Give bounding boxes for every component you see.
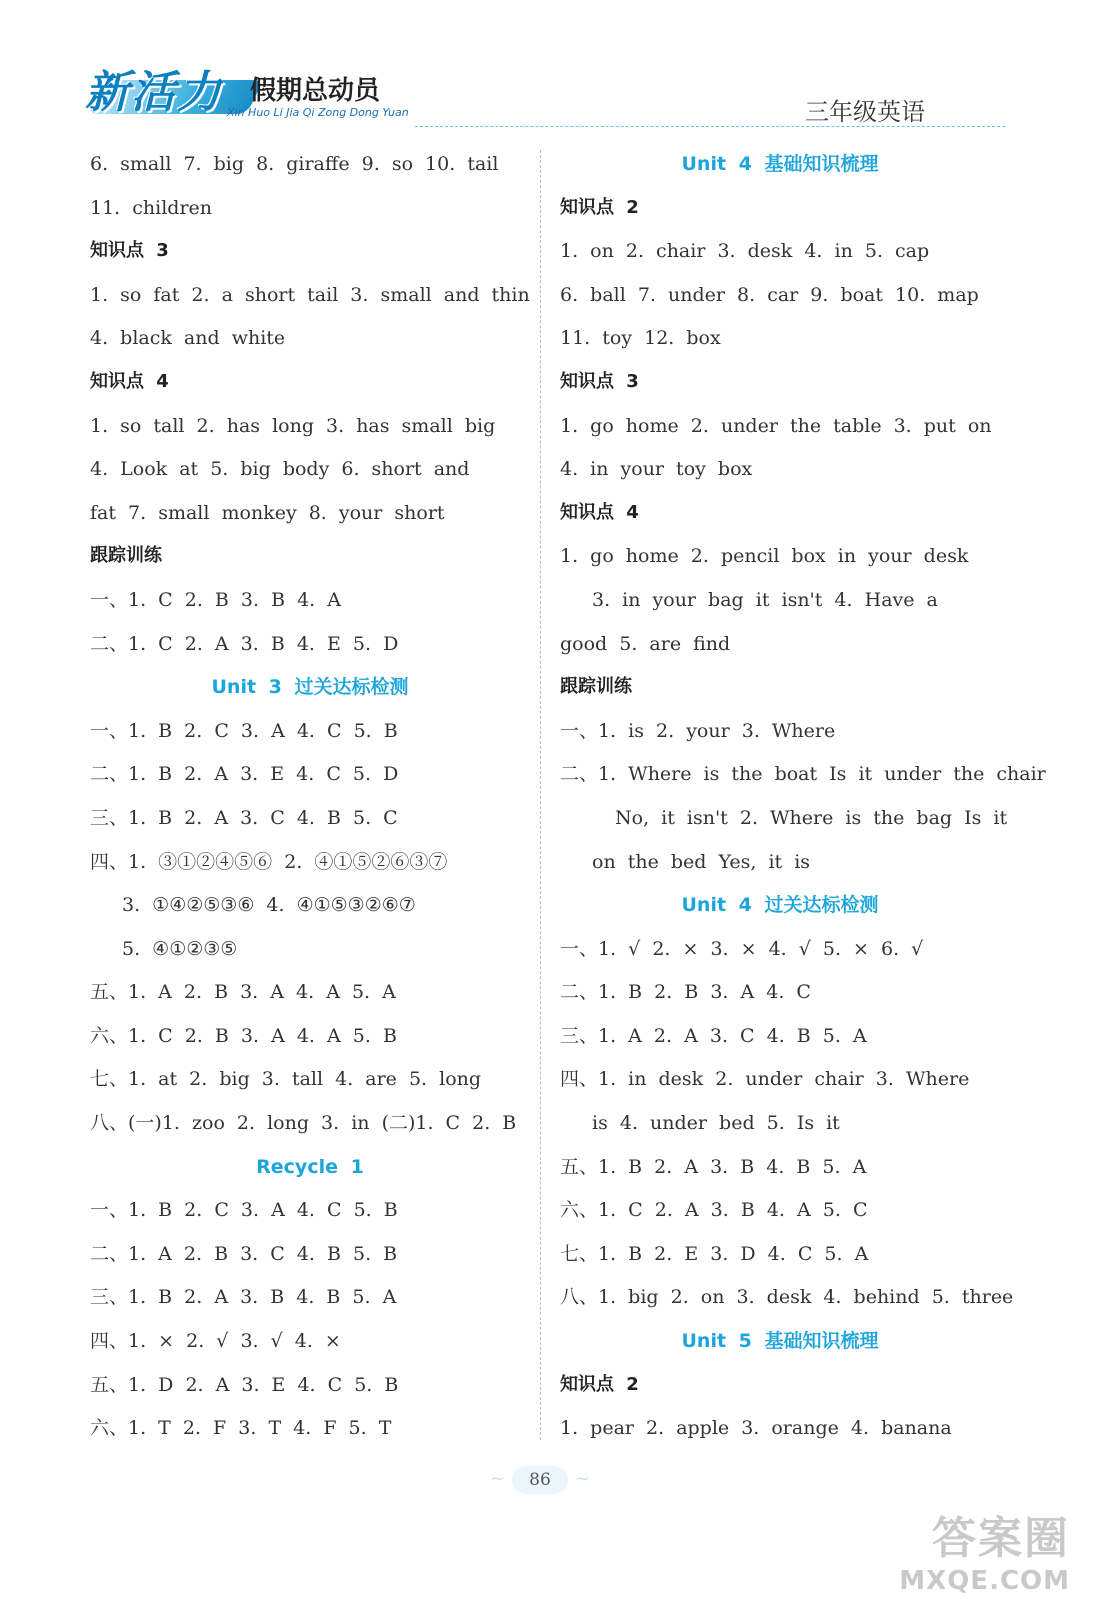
answer-line: 二、1. C 2. A 3. B 4. E 5. D xyxy=(90,632,399,655)
answer-line: 二、1. B 2. B 3. A 4. C xyxy=(560,981,811,1004)
grade-subject-label: 三年级英语 xyxy=(805,98,925,126)
section-title: Unit 3 过关达标检测 xyxy=(211,676,409,699)
answer-line: 七、1. B 2. E 3. D 4. C 5. A xyxy=(560,1242,869,1265)
answer-line: 6. small 7. big 8. giraffe 9. so 10. tail xyxy=(90,153,499,175)
site-watermark xyxy=(890,1502,1070,1596)
answer-line: 4. black and white xyxy=(90,327,286,350)
answer-line: 一、1. C 2. B 3. B 4. A xyxy=(90,588,341,611)
answer-line: 4. Look at 5. big body 6. short and xyxy=(90,458,470,481)
answer-line: 四、1. ③①②④⑤⑥ 2. ④①⑤②⑥③⑦ xyxy=(90,850,448,873)
answer-line: 三、1. B 2. A 3. C 4. B 5. C xyxy=(90,806,398,829)
answer-line: 一、1. is 2. your 3. Where xyxy=(560,719,836,742)
brand-logo xyxy=(85,50,445,130)
answer-line: 1. so fat 2. a short tail 3. small and thin xyxy=(90,283,530,306)
answer-line: 二、1. B 2. A 3. E 4. C 5. D xyxy=(90,763,399,786)
answer-line: 五、1. D 2. A 3. E 4. C 5. B xyxy=(90,1373,399,1396)
answer-line: 6. ball 7. under 8. car 9. boat 10. map xyxy=(560,283,979,306)
logo-mark-text: 新活力 xyxy=(85,67,223,118)
answer-line: 1. so tall 2. has long 3. has small big xyxy=(90,414,496,437)
answer-line: 1. on 2. chair 3. desk 4. in 5. cap xyxy=(560,240,930,263)
answer-line: 11. children xyxy=(90,196,213,219)
left-answer-column xyxy=(90,146,530,1454)
section-subheading: 知识点 2 xyxy=(560,196,639,218)
logo-title: 假期总动员 xyxy=(250,76,381,106)
answer-line: 六、1. T 2. F 3. T 4. F 5. T xyxy=(90,1417,392,1440)
answer-line: fat 7. small monkey 8. your short xyxy=(90,501,445,524)
answer-line: 三、1. B 2. A 3. B 4. B 5. A xyxy=(90,1286,397,1309)
section-title: Unit 4 过关达标检测 xyxy=(681,894,879,917)
page-number: 86 xyxy=(512,1466,568,1494)
answer-line-continued: 5. ④①②③⑤ xyxy=(122,937,238,960)
answer-line: 一、1. √ 2. × 3. × 4. √ 5. × 6. √ xyxy=(560,937,924,960)
answer-line: 八、1. big 2. on 3. desk 4. behind 5. three xyxy=(560,1286,1014,1309)
answer-line: 六、1. C 2. A 3. B 4. A 5. C xyxy=(560,1199,868,1222)
answer-line: 二、1. A 2. B 3. C 4. B 5. B xyxy=(90,1242,398,1265)
answer-line-continued: 3. in your bag it isn't 4. Have a xyxy=(592,588,938,611)
answer-line-continued: 3. ①④②⑤③⑥ 4. ④①⑤③②⑥⑦ xyxy=(122,894,416,917)
section-subheading: 跟踪训练 xyxy=(560,676,632,698)
page-header xyxy=(85,50,1005,130)
watermark-logo-text: 答案圈 xyxy=(932,1513,1070,1564)
answer-line: 四、1. × 2. √ 3. √ 4. × xyxy=(90,1330,341,1353)
section-subheading: 知识点 3 xyxy=(560,370,639,392)
column-divider xyxy=(540,150,541,1440)
answer-line: 八、(一)1. zoo 2. long 3. in (二)1. C 2. B xyxy=(90,1112,517,1135)
section-title: Unit 4 基础知识梳理 xyxy=(681,153,879,175)
footer-swirl-right-icon: ~ xyxy=(574,1468,590,1489)
section-subheading: 知识点 2 xyxy=(560,1373,639,1395)
section-subheading: 知识点 4 xyxy=(560,501,639,523)
logo-pinyin: Xin Huo Li Jia Qi Zong Dong Yuan xyxy=(227,106,409,119)
answer-line: 六、1. C 2. B 3. A 4. A 5. B xyxy=(90,1024,397,1047)
answer-line: 三、1. A 2. A 3. C 4. B 5. A xyxy=(560,1024,867,1047)
answer-line: 四、1. in desk 2. under chair 3. Where xyxy=(560,1068,970,1091)
section-subheading: 知识点 3 xyxy=(90,240,169,262)
answer-line: 4. in your toy box xyxy=(560,458,753,481)
section-subheading: 跟踪训练 xyxy=(90,545,162,567)
right-answer-column xyxy=(560,146,1046,1454)
answer-line: 七、1. at 2. big 3. tall 4. are 5. long xyxy=(90,1068,482,1091)
section-subheading: 知识点 4 xyxy=(90,370,169,392)
watermark-domain-text: MXQE.COM xyxy=(899,1566,1070,1596)
page-footer xyxy=(490,1462,590,1502)
section-title: Recycle 1 xyxy=(256,1155,364,1178)
answer-line-continued: is 4. under bed 5. Is it xyxy=(592,1112,840,1135)
section-title: Unit 5 基础知识梳理 xyxy=(681,1330,879,1353)
answer-line: 一、1. B 2. C 3. A 4. C 5. B xyxy=(90,1199,398,1222)
answer-line-continued: on the bed Yes, it is xyxy=(592,850,811,873)
answer-line: 一、1. B 2. C 3. A 4. C 5. B xyxy=(90,719,398,742)
answer-line: 五、1. A 2. B 3. A 4. A 5. A xyxy=(90,981,396,1004)
answer-line: 1. pear 2. apple 3. orange 4. banana xyxy=(560,1417,952,1440)
header-dashed-rule xyxy=(415,126,1005,127)
answer-line: 二、1. Where is the boat Is it under the chair xyxy=(560,763,1046,786)
answer-line: 1. go home 2. under the table 3. put on xyxy=(560,414,992,437)
answer-line-continued: No, it isn't 2. Where is the bag Is it xyxy=(615,806,1008,829)
answer-line: 五、1. B 2. A 3. B 4. B 5. A xyxy=(560,1155,867,1178)
answer-line: 11. toy 12. box xyxy=(560,327,721,350)
answer-line: good 5. are find xyxy=(560,632,731,655)
footer-swirl-left-icon: ~ xyxy=(490,1468,506,1489)
answer-line: 1. go home 2. pencil box in your desk xyxy=(560,545,969,568)
